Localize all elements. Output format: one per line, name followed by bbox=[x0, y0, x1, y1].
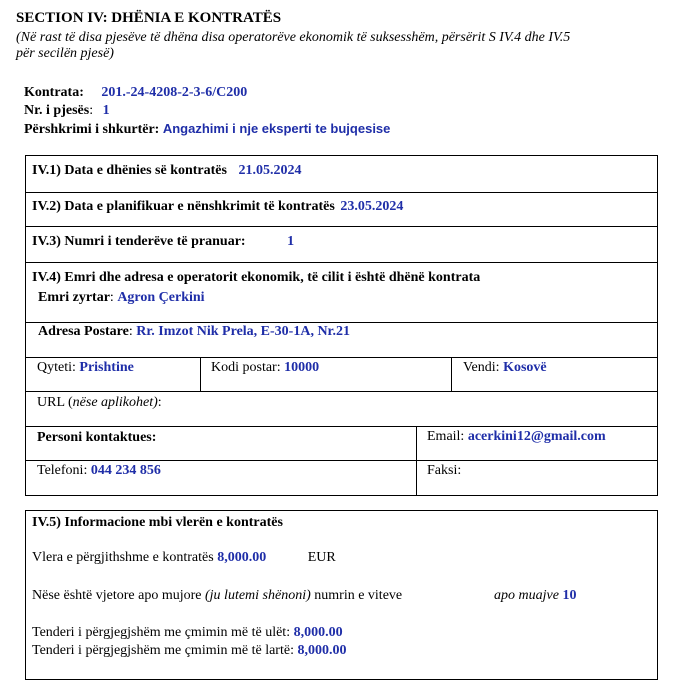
highest-price-label: Tenderi i përgjegjshëm me çmimin më të lartë: bbox=[32, 643, 294, 658]
contract-number: 201.-24-4208-2-3-6/C200 bbox=[101, 85, 248, 100]
part-label: Nr. i pjesës bbox=[24, 103, 90, 118]
part-number: 1 bbox=[102, 103, 110, 118]
award-date-row bbox=[32, 163, 301, 179]
award-date-label: IV.1) Data e dhënies së kontratës bbox=[32, 163, 227, 178]
email-label: Email: bbox=[427, 429, 465, 444]
total-value-label: Vlera e përgjithshme e kontratës bbox=[32, 550, 214, 565]
fax-label: Faksi: bbox=[427, 463, 462, 478]
city-row bbox=[37, 360, 134, 376]
postal-code-label: Kodi postar: bbox=[211, 360, 281, 375]
url-label: URL ( bbox=[37, 395, 73, 410]
tenders-value: 1 bbox=[287, 234, 295, 249]
duration-row bbox=[32, 588, 402, 604]
phone-row bbox=[37, 463, 161, 479]
sign-date-label: IV.2) Data e planifikuar e nënshkrimit të kontratës bbox=[32, 199, 335, 214]
url-row bbox=[37, 395, 162, 411]
url-label-italic: nëse aplikohet) bbox=[72, 395, 158, 410]
official-name-row bbox=[38, 290, 205, 306]
phone-value: 044 234 856 bbox=[90, 463, 161, 478]
postal-address-label: Adresa Postare bbox=[38, 324, 129, 339]
months-row bbox=[494, 588, 576, 604]
currency: EUR bbox=[307, 550, 336, 565]
total-value-row bbox=[32, 550, 336, 566]
duration-label-italic: (ju lutemi shënoni) bbox=[205, 588, 311, 603]
value-heading: IV.5) Informacione mbi vlerën e kontratës bbox=[32, 515, 283, 530]
postal-address-value: Rr. Imzot Nik Prela, E-30-1A, Nr.21 bbox=[136, 324, 350, 339]
lowest-price-row bbox=[32, 625, 343, 641]
postal-address-row bbox=[38, 324, 350, 340]
country-label: Vendi: bbox=[463, 360, 500, 375]
months-value: 10 bbox=[562, 588, 577, 603]
contract-row bbox=[24, 85, 247, 101]
url-label-end: : bbox=[157, 395, 162, 410]
part-colon: : bbox=[89, 103, 94, 118]
highest-price-row bbox=[32, 643, 346, 659]
description-value: Angazhimi i nje eksperti te bujqesise bbox=[162, 121, 391, 136]
city-value: Prishtine bbox=[79, 360, 134, 375]
email-row bbox=[427, 429, 606, 445]
contract-label: Kontrata: bbox=[24, 85, 84, 100]
country-value: Kosovë bbox=[503, 360, 547, 375]
tenders-label: IV.3) Numri i tenderëve të pranuar: bbox=[32, 234, 246, 249]
section-subtitle-line1: (Në rast të disa pjesëve të dhëna disa operatorëve ekonomik të suksesshëm, përsërit S IV.4 dhe IV.5 bbox=[16, 30, 571, 45]
lowest-price-label: Tenderi i përgjegjshëm me çmimin më të ulët: bbox=[32, 625, 291, 640]
postal-code-value: 10000 bbox=[284, 360, 320, 375]
part-row bbox=[24, 103, 110, 119]
email-value: acerkini12@gmail.com bbox=[467, 429, 606, 444]
duration-label-a: Nëse është vjetore apo mujore bbox=[32, 588, 202, 603]
section-subtitle-line2: për secilën pjesë) bbox=[16, 46, 114, 61]
operator-heading: IV.4) Emri dhe adresa e operatorit ekonomik, të cilit i është dhënë kontrata bbox=[32, 270, 481, 285]
official-name-colon: : bbox=[109, 290, 114, 305]
total-value: 8,000.00 bbox=[217, 550, 267, 565]
tenders-row bbox=[32, 234, 294, 250]
official-name-label: Emri zyrtar bbox=[38, 290, 110, 305]
award-date-value: 21.05.2024 bbox=[238, 163, 302, 178]
postal-address-colon: : bbox=[128, 324, 133, 339]
postal-code-row bbox=[211, 360, 319, 376]
sign-date-row bbox=[32, 199, 403, 215]
months-label: apo muajve bbox=[494, 588, 559, 603]
phone-label: Telefoni: bbox=[37, 463, 88, 478]
highest-price-value: 8,000.00 bbox=[297, 643, 347, 658]
city-label: Qyteti: bbox=[37, 360, 76, 375]
duration-label-b: numrin e viteve bbox=[314, 588, 403, 603]
contact-person-label: Personi kontaktues: bbox=[37, 430, 157, 445]
sign-date-value: 23.05.2024 bbox=[340, 199, 404, 214]
description-label: Përshkrimi i shkurtër: bbox=[24, 122, 160, 137]
section-title: SECTION IV: DHËNIA E KONTRATËS bbox=[16, 10, 282, 26]
country-row bbox=[463, 360, 547, 376]
lowest-price-value: 8,000.00 bbox=[293, 625, 343, 640]
description-row bbox=[24, 121, 390, 138]
official-name-value: Agron Çerkini bbox=[117, 290, 205, 305]
